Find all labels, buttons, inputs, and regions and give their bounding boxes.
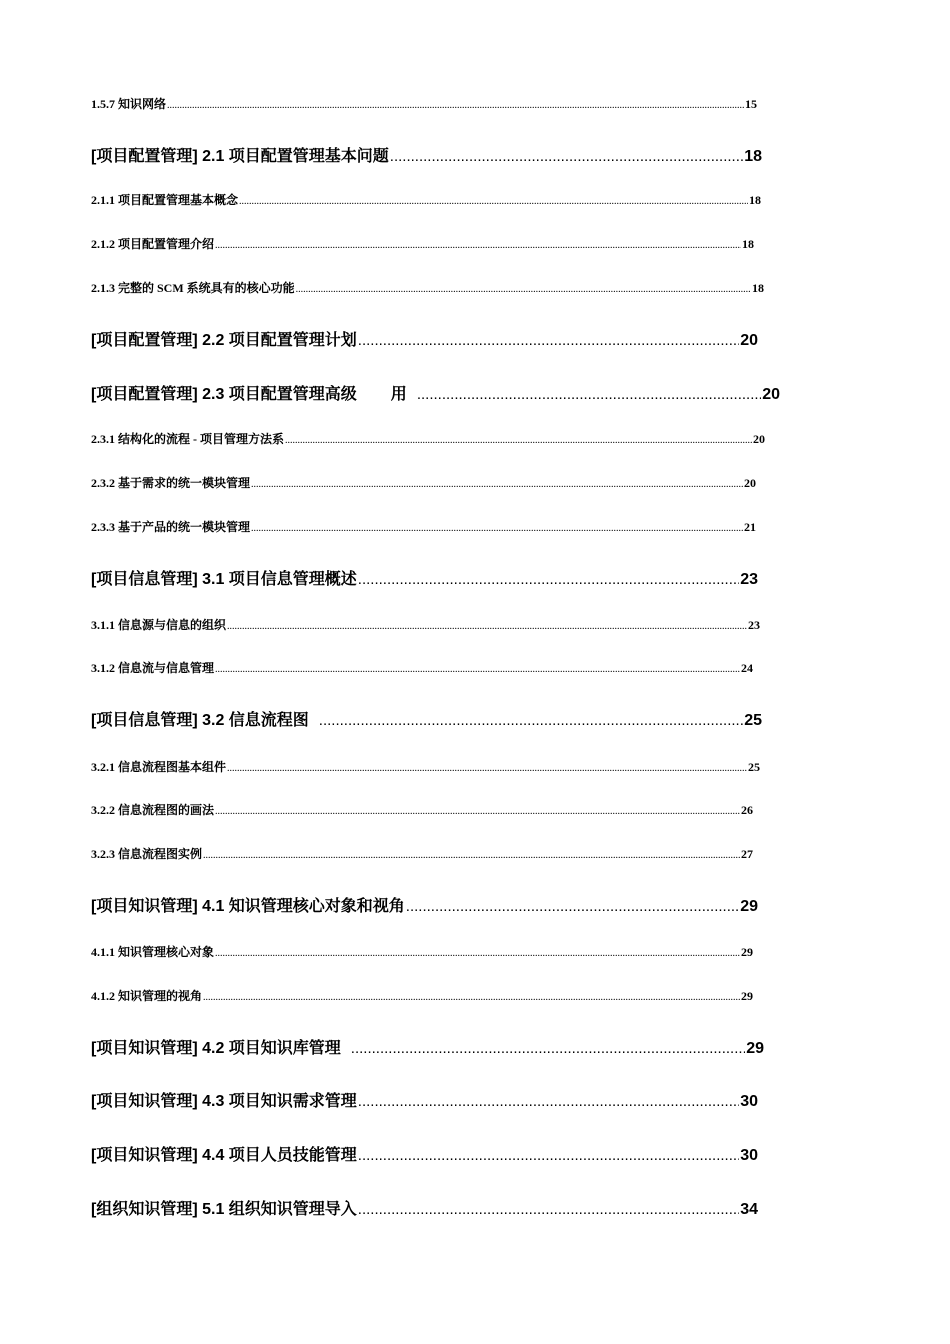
toc-entry-label: 3.1.2 信息流与信息管理 [91, 661, 215, 675]
toc-entry[interactable] [91, 617, 760, 633]
toc-entry-page: 23 [748, 618, 760, 632]
dot-leader [285, 433, 752, 449]
toc-entry-page: 18 [752, 281, 764, 295]
toc-entry[interactable] [91, 846, 753, 862]
dot-leader [358, 1145, 739, 1167]
toc-entry[interactable] [91, 1038, 764, 1060]
dot-leader [417, 384, 761, 406]
toc-entry-label: [项目配置管理] 2.1 项目配置管理基本问题 [91, 148, 389, 165]
toc-entry[interactable] [91, 96, 757, 112]
dot-leader [239, 194, 748, 210]
toc-entry[interactable] [91, 896, 758, 918]
toc-entry[interactable] [91, 759, 760, 775]
toc-entry-label: [项目知识管理] 4.3 项目知识需求管理 [91, 1093, 357, 1110]
toc-entry[interactable] [91, 710, 762, 732]
toc-entry-label: 2.1.1 项目配置管理基本概念 [91, 193, 239, 207]
toc-entry[interactable] [91, 280, 764, 296]
toc-entry-page: 20 [753, 432, 765, 446]
toc-entry-label: 4.1.1 知识管理核心对象 [91, 945, 215, 959]
toc-entry-page: 29 [746, 1040, 764, 1057]
toc-entry-label: 3.2.2 信息流程图的画法 [91, 803, 215, 817]
toc-entry-label-tail: 用 [390, 386, 407, 403]
toc-entry[interactable] [91, 802, 753, 818]
toc-entry[interactable] [91, 192, 761, 208]
toc-entry-label: [组织知识管理] 5.1 组织知识管理导入 [91, 1201, 357, 1218]
dot-leader [215, 238, 741, 254]
toc-entry-page: 30 [740, 1093, 758, 1110]
toc-entry[interactable] [91, 1091, 758, 1113]
toc-entry-page: 24 [741, 661, 753, 675]
toc-entry[interactable] [91, 944, 753, 960]
toc-entry-label: [项目知识管理] 4.2 项目知识库管理 [91, 1040, 341, 1057]
toc-entry-page: 20 [762, 386, 780, 403]
dot-leader [390, 146, 743, 168]
toc-entry[interactable] [91, 569, 758, 591]
toc-entry-page: 26 [741, 803, 753, 817]
toc-entry-page: 18 [749, 193, 761, 207]
toc-entry-label: 4.1.2 知识管理的视角 [91, 989, 203, 1003]
toc-entry-page: 23 [740, 571, 758, 588]
toc-entry-page: 29 [741, 945, 753, 959]
dot-leader [406, 896, 739, 918]
dot-leader [227, 761, 747, 777]
dot-leader [319, 710, 743, 732]
toc-entry[interactable] [91, 146, 762, 168]
dot-leader [203, 990, 740, 1006]
toc-entry-label: 2.1.3 完整的 SCM 系统具有的核心功能 [91, 281, 295, 295]
dot-leader [251, 521, 743, 537]
toc-entry-label: [项目知识管理] 4.1 知识管理核心对象和视角 [91, 898, 405, 915]
toc-entry-label: 3.2.1 信息流程图基本组件 [91, 760, 227, 774]
dot-leader [215, 804, 740, 820]
dot-leader [296, 282, 751, 298]
toc-entry[interactable] [91, 660, 753, 676]
dot-leader [358, 330, 739, 352]
toc-entry-page: 34 [740, 1201, 758, 1218]
dot-leader [251, 477, 743, 493]
dot-leader [167, 98, 744, 114]
toc-entry[interactable] [91, 330, 758, 352]
toc-entry-label: [项目信息管理] 3.2 信息流程图 [91, 712, 309, 729]
toc-entry-label: [项目配置管理] 2.2 项目配置管理计划 [91, 332, 357, 349]
toc-entry-label: 2.3.1 结构化的流程 - 项目管理方法系 [91, 432, 284, 446]
toc-entry-page: 15 [745, 97, 757, 111]
toc-entry-label: 3.1.1 信息源与信息的组织 [91, 618, 227, 632]
dot-leader [203, 848, 740, 864]
toc-entry[interactable] [91, 1145, 758, 1167]
toc-entry-page: 20 [744, 476, 756, 490]
toc-entry-label: [项目信息管理] 3.1 项目信息管理概述 [91, 571, 357, 588]
toc-entry[interactable] [91, 988, 753, 1004]
toc-entry-page: 25 [748, 760, 760, 774]
dot-leader [358, 1091, 739, 1113]
toc-entry-label: 2.1.2 项目配置管理介绍 [91, 237, 215, 251]
toc-entry-page: 18 [744, 148, 762, 165]
toc-entry-page: 25 [744, 712, 762, 729]
dot-leader [227, 619, 747, 635]
toc-entry-label: 2.3.2 基于需求的统一模块管理 [91, 476, 251, 490]
toc-entry-label: 3.2.3 信息流程图实例 [91, 847, 203, 861]
toc-entry-page: 27 [741, 847, 753, 861]
toc-entry-page: 30 [740, 1147, 758, 1164]
toc-entry-label: 2.3.3 基于产品的统一模块管理 [91, 520, 251, 534]
toc-entry-label: [项目知识管理] 4.4 项目人员技能管理 [91, 1147, 357, 1164]
toc-entry[interactable] [91, 236, 754, 252]
dot-leader [215, 946, 740, 962]
toc-entry[interactable] [91, 475, 756, 491]
dot-leader [351, 1038, 745, 1060]
toc-entry-page: 29 [741, 989, 753, 1003]
toc-entry-label: [项目配置管理] 2.3 项目配置管理高级 [91, 386, 357, 403]
toc-entry-page: 18 [742, 237, 754, 251]
toc-entry-page: 21 [744, 520, 756, 534]
toc-entry[interactable] [91, 384, 780, 406]
dot-leader [215, 662, 740, 678]
dot-leader [358, 1199, 739, 1221]
toc-entry[interactable] [91, 519, 756, 535]
toc-entry-label: 1.5.7 知识网络 [91, 97, 167, 111]
toc-entry[interactable] [91, 1199, 758, 1221]
toc-entry-page: 20 [740, 332, 758, 349]
toc-entry-page: 29 [740, 898, 758, 915]
dot-leader [358, 569, 739, 591]
toc-entry[interactable] [91, 431, 765, 447]
